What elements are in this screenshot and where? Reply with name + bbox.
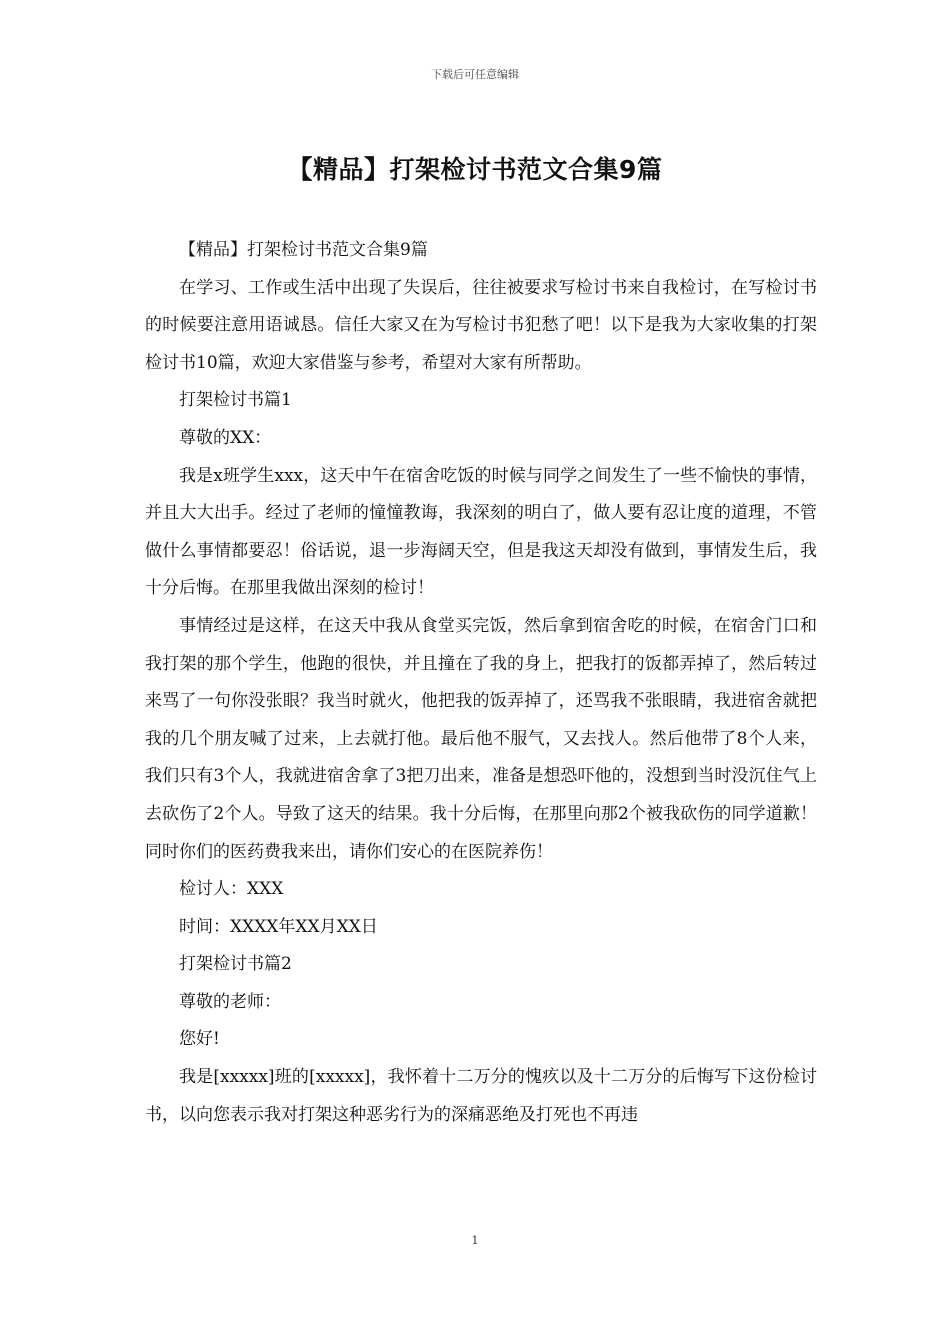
paragraph-body-1: 我是x班学生xxx，这天中午在宿舍吃饭的时候与同学之间发生了一些不愉快的事情，并且大大出手。经过了老师的憧憧教诲，我深刻的明白了，做人要有忍让度的道理，不管做什么事情都要忍！俗话说，退一步海阔天空，但是我这天却没有做到，事情发生后，我十分后悔。在那里我做出深刻的检讨！ bbox=[145, 465, 817, 599]
section-title-2: 打架检讨书篇2 bbox=[179, 954, 292, 975]
section-title-1: 打架检讨书篇1 bbox=[179, 390, 292, 411]
paragraph-body-2: 事情经过是这样，在这天中我从食堂买完饭，然后拿到宿舍吃的时候，在宿舍门口和我打架的那个学生，他跑的很快，并且撞在了我的身上，把我打的饭都弄掉了，然后转过来骂了一句你没张眼？我当时就火，他把我的饭弄掉了，还骂我不张眼睛，我进宿舍就把我的几个朋友喊了过来，上去就打他。最后他不服气，又去找人。然后他带了8个人来，我们只有3个人，我就进宿舍拿了3把刀出来，准备是想恐吓他的，没想到当时没沉住气上去砍伤了2个人。导致了这天的结果。我十分后悔，在那里向那2个被我砍伤的同学道歉！同时你们的医药费我来出，请你们安心的在医院养伤！ bbox=[145, 615, 817, 862]
paragraph-body-3: 我是[xxxxx]班的[xxxxx]，我怀着十二万分的愧疚以及十二万分的后悔写下这份检讨书，以向您表示我对打架这种恶劣行为的深痛恶绝及打死也不再违 bbox=[145, 1067, 817, 1125]
salutation-2: 尊敬的老师： bbox=[179, 991, 281, 1012]
paragraph-intro: 在学习、工作或生活中出现了失误后，往往被要求写检讨书来自我检讨，在写检讨书的时候要注意用语诚恳。信任大家又在为写检讨书犯愁了吧！以下是我为大家收集的打架检讨书10篇，欢迎大家借鉴与参考，希望对大家有所帮助。 bbox=[145, 277, 817, 373]
document-title: 【精品】打架检讨书范文合集9篇 bbox=[287, 155, 663, 184]
page-header: 下载后可任意编辑 bbox=[431, 68, 519, 81]
signature-author: 检讨人：XXX bbox=[179, 879, 284, 900]
signature-date: 时间：XXXX年XX月XX日 bbox=[179, 916, 378, 937]
greeting: 您好! bbox=[179, 1029, 220, 1050]
salutation-1: 尊敬的XX： bbox=[179, 427, 272, 448]
paragraph-heading: 【精品】打架检讨书范文合集9篇 bbox=[179, 240, 428, 260]
document-body bbox=[145, 232, 817, 1134]
page-number: 1 bbox=[471, 1234, 479, 1247]
